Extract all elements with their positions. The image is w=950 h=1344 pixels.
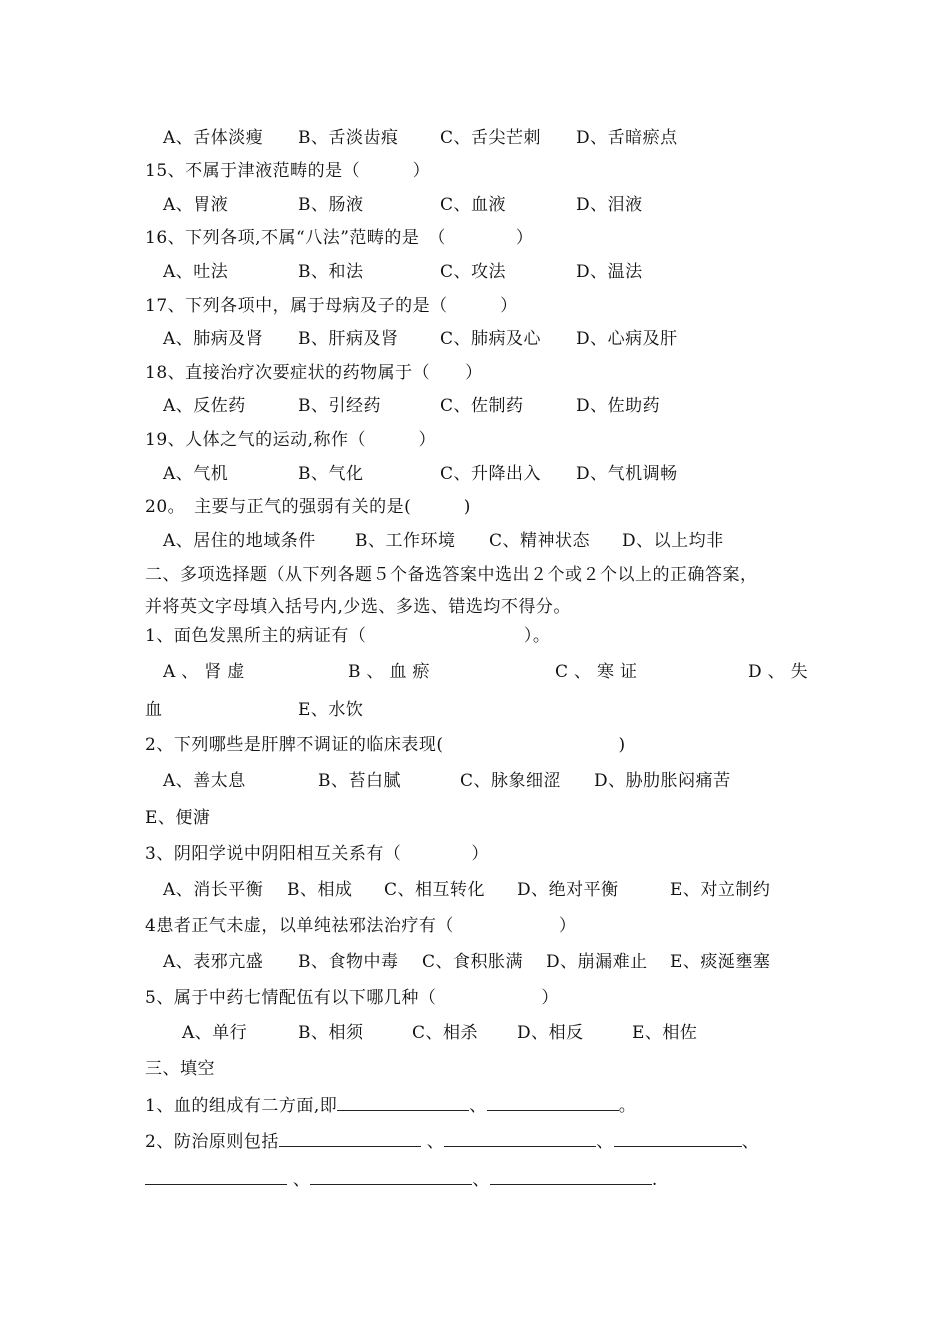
m3-option-e: E、对立制约 (670, 880, 771, 900)
q16-option-a: A、吐法 (163, 262, 229, 282)
m5-option-e: E、相佐 (632, 1023, 698, 1043)
multi-question-4: 4患者正气未虚，以单纯祛邪法治疗有（ ） (145, 916, 577, 936)
q18-option-a: A、反佐药 (163, 396, 246, 416)
q15-option-a: A、胃液 (163, 195, 229, 215)
m4-option-a: A、表邪亢盛 (163, 952, 264, 972)
q19-option-d: D、气机调畅 (576, 464, 678, 484)
m3-option-c: C、相互转化 (384, 880, 486, 900)
q20-option-d: D、以上均非 (622, 531, 724, 551)
question-20: 20。 主要与正气的强弱有关的是( ) (145, 497, 471, 517)
question-18: 18、直接治疗次要症状的药物属于（ ） (145, 363, 483, 383)
section-3-heading: 三、填空 (145, 1059, 215, 1079)
q17-option-c: C、肺病及心 (440, 329, 542, 349)
multi-question-3: 3、阴阳学说中阴阳相互关系有（ ） (145, 844, 489, 864)
q20-option-b: B、工作环境 (355, 531, 456, 551)
fill-1-end: 。 (618, 1096, 637, 1116)
q18-option-b: B、引经药 (298, 396, 381, 416)
q17-option-a: A、肺病及肾 (163, 329, 264, 349)
q14-option-b: B、舌淡齿痕 (298, 128, 399, 148)
q19-option-a: A、气机 (163, 464, 229, 484)
q14-option-c: C、舌尖芒刺 (440, 128, 542, 148)
m1-option-d-continued: 血 (145, 700, 163, 720)
q20-option-c: C、精神状态 (489, 531, 591, 551)
question-16: 16、下列各项,不属“八法”范畴的是 （ ） (145, 228, 534, 248)
question-19: 19、人体之气的运动,称作（ ） (145, 430, 437, 450)
multi-question-5: 5、属于中药七情配伍有以下哪几种（ ） (145, 988, 559, 1008)
q16-option-d: D、温法 (576, 262, 643, 282)
fill-2-text: 2、防治原则包括 (145, 1132, 279, 1152)
m3-option-a: A、消长平衡 (163, 880, 264, 900)
m2-option-e: E、便溏 (145, 808, 211, 828)
fill-2-separator-2: 、 (596, 1132, 614, 1152)
fill-1-blank-1[interactable] (337, 1094, 469, 1111)
m3-option-d: D、绝对平衡 (517, 880, 619, 900)
section-2-instructions: 并将英文字母填入括号内,少选、多选、错选均不得分。 (145, 597, 571, 617)
m5-option-a: A、单行 (182, 1023, 248, 1043)
q17-option-d: D、心病及肝 (576, 329, 678, 349)
q18-option-d: D、佐助药 (576, 396, 661, 416)
multi-question-1: 1、面色发黑所主的病证有（ ）。 (145, 626, 551, 646)
q19-option-c: C、升降出入 (440, 464, 542, 484)
q17-option-b: B、肝病及肾 (298, 329, 399, 349)
q15-option-b: B、肠液 (298, 195, 364, 215)
m1-option-d: D、失 (748, 662, 814, 682)
q16-option-c: C、攻法 (440, 262, 507, 282)
m4-option-d: D、崩漏难止 (546, 952, 648, 972)
q14-option-a: A、舌体淡瘦 (163, 128, 264, 148)
m1-option-e: E、水饮 (298, 700, 364, 720)
fill-2-separator-3: 、 (741, 1132, 760, 1152)
m2-option-c: C、脉象细涩 (460, 771, 562, 791)
fill-2-separator-4: 、 (292, 1170, 311, 1190)
fill-2-blank-6[interactable] (490, 1168, 652, 1185)
m1-option-a: A、肾虚 (163, 662, 251, 682)
section-2-heading: 二、多项选择题（从下列各题５个备选答案中选出２个或２个以上的正确答案， (145, 565, 758, 585)
m1-option-b: B、血瘀 (348, 662, 436, 682)
m2-option-d: D、胁肋胀闷痛苦 (594, 771, 731, 791)
q16-option-b: B、和法 (298, 262, 364, 282)
m5-option-c: C、相杀 (412, 1023, 479, 1043)
m4-option-c: C、食积胀满 (422, 952, 524, 972)
fill-question-2-continued (145, 1168, 658, 1192)
fill-2-blank-4[interactable] (145, 1168, 287, 1185)
q19-option-b: B、气化 (298, 464, 364, 484)
fill-2-separator-1: 、 (426, 1132, 445, 1152)
m2-option-b: B、苔白腻 (318, 771, 401, 791)
fill-1-separator: 、 (469, 1096, 487, 1116)
question-15: 15、不属于津液范畴的是（ ） (145, 161, 431, 181)
m5-option-d: D、相反 (517, 1023, 584, 1043)
m1-option-c: C、寒证 (555, 662, 644, 682)
fill-1-text: 1、血的组成有二方面,即 (145, 1096, 338, 1116)
q18-option-c: C、佐制药 (440, 396, 524, 416)
m2-option-a: A、善太息 (163, 771, 246, 791)
fill-2-blank-5[interactable] (310, 1168, 472, 1185)
m4-option-e: E、痰涎壅塞 (670, 952, 771, 972)
q15-option-d: D、泪液 (576, 195, 643, 215)
q14-option-d: D、舌暗瘀点 (576, 128, 678, 148)
fill-2-end: . (651, 1170, 658, 1190)
fill-1-blank-2[interactable] (487, 1094, 619, 1111)
q15-option-c: C、血液 (440, 195, 507, 215)
fill-question-1 (145, 1094, 636, 1118)
fill-2-blank-1[interactable] (279, 1130, 421, 1147)
multi-question-2: 2、下列哪些是肝脾不调证的临床表现( ) (145, 735, 626, 755)
m5-option-b: B、相须 (298, 1023, 364, 1043)
q20-option-a: A、居住的地域条件 (163, 531, 316, 551)
question-17: 17、下列各项中，属于母病及子的是（ ） (145, 296, 518, 316)
m3-option-b: B、相成 (287, 880, 353, 900)
fill-2-blank-2[interactable] (444, 1130, 596, 1147)
fill-question-2 (145, 1130, 759, 1154)
fill-2-separator-5: 、 (472, 1170, 490, 1190)
fill-2-blank-3[interactable] (614, 1130, 742, 1147)
m4-option-b: B、食物中毒 (298, 952, 399, 972)
